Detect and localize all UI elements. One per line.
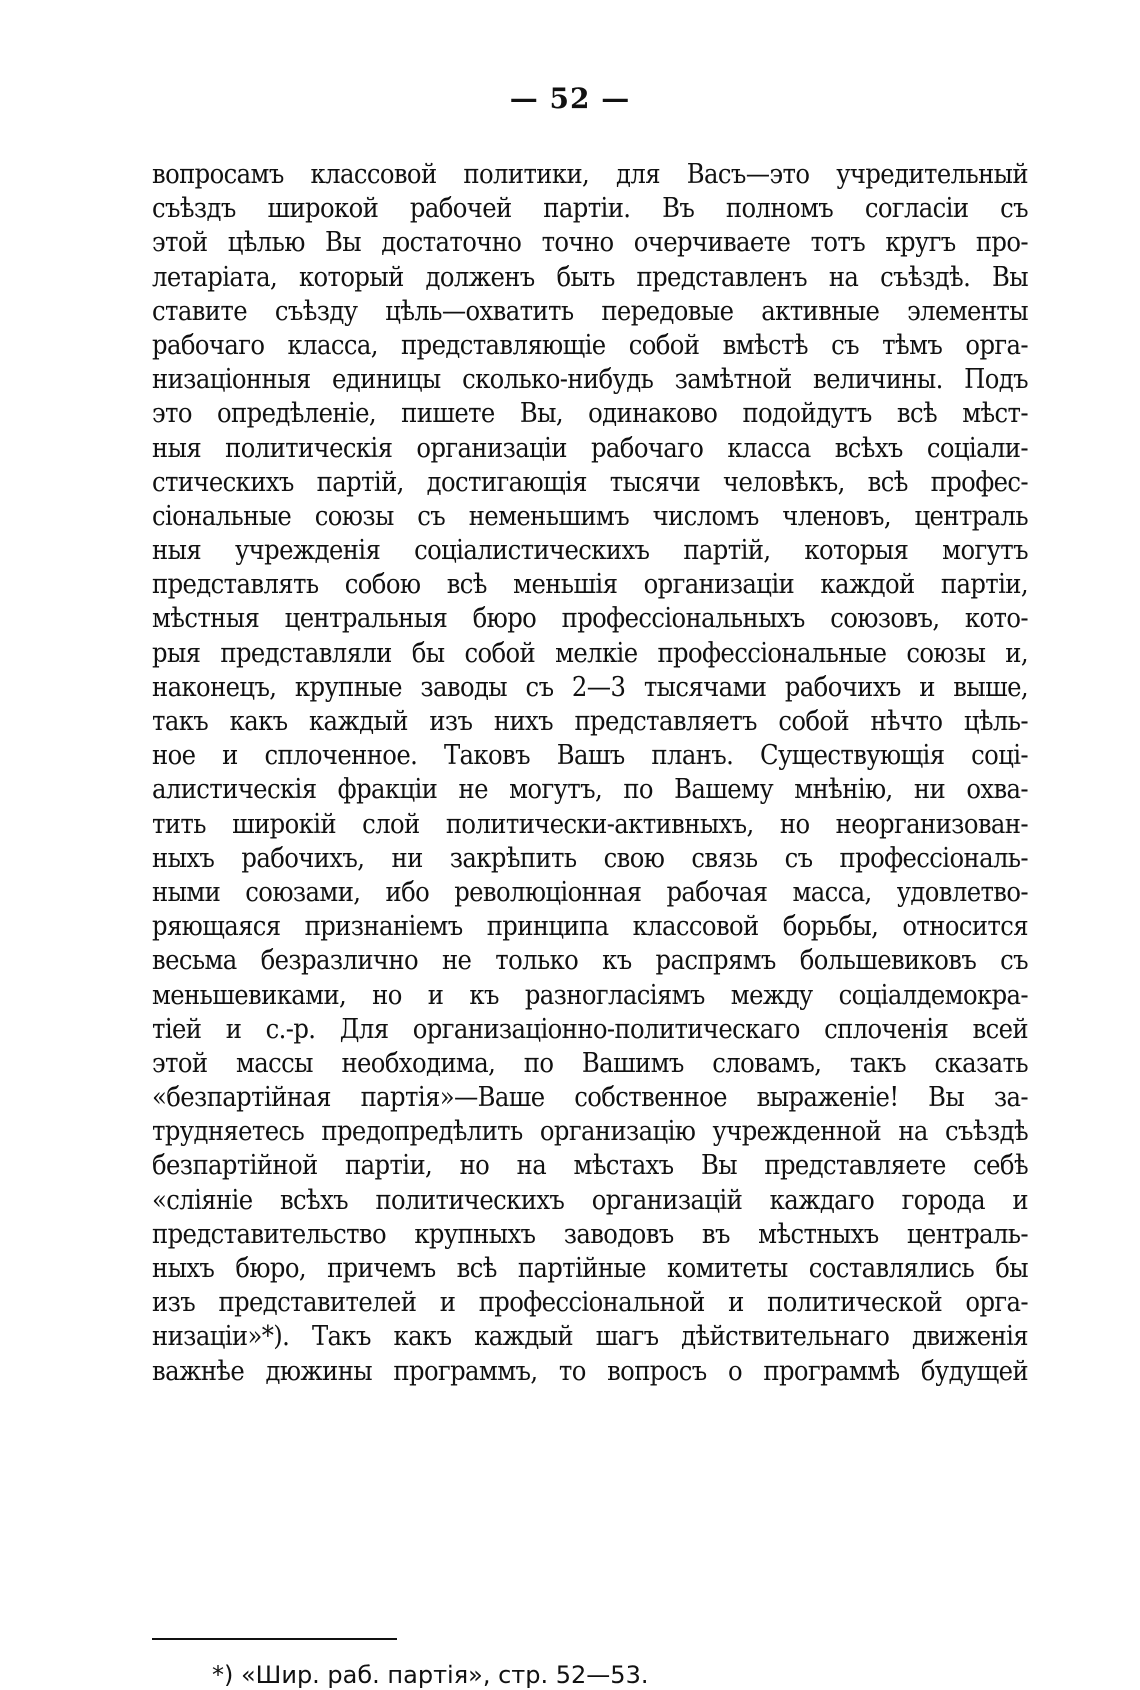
text-line-15: наконецъ, крупные заводы съ 2—3 тысячами рабочихъ и выше, <box>152 671 1028 703</box>
text-line-22: ряющаяся признаніемъ принципа классовой борьбы, относится <box>152 911 1028 943</box>
page-number: — 52 — <box>509 82 631 115</box>
text-line-18: алистическія фракціи не могутъ, по Вашему мнѣнію, ни охва- <box>152 774 1028 806</box>
text-line-17: ное и сплоченное. Таковъ Вашъ планъ. Существующія соці- <box>152 740 1028 772</box>
text-line-30: «сліяніе всѣхъ политическихъ организацій каждаго города и <box>152 1184 1028 1216</box>
text-line-9: стическихъ партій, достигающія тысячи человѣкъ, всѣ профес- <box>152 466 1028 498</box>
text-line-14: рыя представляли бы собой мелкіе профессіональные союзы и, <box>152 637 1028 669</box>
text-line-27: «безпартійная партія»—Ваше собственное выраженіе! Вы за- <box>152 1082 1028 1114</box>
text-line-31: представительство крупныхъ заводовъ въ мѣстныхъ централь- <box>152 1218 1028 1250</box>
text-line-24: меньшевиками, но и къ разногласіямъ между соціалдемокра- <box>152 979 1028 1011</box>
text-line-11: ныя учрежденія соціалистическихъ партій, которыя могутъ <box>152 535 1028 567</box>
text-line-28: трудняетесь предопредѣлить организацію учрежденной на съѣздѣ <box>152 1116 1028 1148</box>
text-line-26: этой массы необходима, по Вашимъ словамъ, такъ сказать <box>152 1047 1028 1079</box>
text-line-16: такъ какъ каждый изъ нихъ представляетъ собой нѣчто цѣль- <box>152 706 1028 737</box>
text-line-13: мѣстныя центральныя бюро профессіональныхъ союзовъ, кото- <box>152 603 1028 635</box>
text-line-12: представлять собою всѣ меньшія организаціи каждой партіи, <box>152 569 1028 601</box>
footnote-divider <box>152 1638 397 1640</box>
text-line-21: ными союзами, ибо революціонная рабочая масса, удовлетво- <box>152 876 1028 908</box>
text-line-7: это опредѣленіе, пишете Вы, одинаково подойдутъ всѣ мѣст- <box>152 398 1028 430</box>
text-line-3: летаріата, который долженъ быть представленъ на съѣздѣ. Вы <box>152 261 1028 293</box>
text-line-23: весьма безразлично не только къ распрямъ большевиковъ съ <box>152 945 1028 977</box>
text-line-6: низаціонныя единицы сколько-нибудь замѣтной величины. Подъ <box>152 364 1028 396</box>
text-line-34: низаціи»*). Такъ какъ каждый шагъ дѣйствительнаго движенія <box>152 1321 1028 1353</box>
text-line-4: ставите съѣзду цѣль—охватить передовые активные элементы <box>152 295 1028 327</box>
text-line-32: ныхъ бюро, причемъ всѣ партійные комитеты составлялись бы <box>152 1253 1028 1284</box>
text-line-33: изъ представителей и профессіональной и политической орга- <box>152 1287 1028 1319</box>
text-line-8: ныя политическія организаціи рабочаго класса всѣхъ соціали- <box>152 432 1028 464</box>
text-line-20: ныхъ рабочихъ, ни закрѣпить свою связь съ профессіональ- <box>152 842 1028 874</box>
text-line-1b: съѣздъ широкой рабочей партіи. Въ полномъ согласіи съ <box>152 193 1028 225</box>
text-line-25: тіей и с.-р. Для организаціонно-политическаго сплоченія всей <box>152 1013 1028 1045</box>
text-line-19: тить широкій слой политически-активныхъ, но неорганизован- <box>152 808 1028 840</box>
text-line-35: важнѣе дюжины программъ, то вопросъ о программѣ будущей <box>152 1355 1028 1387</box>
footnote: *) «Шир. раб. партія», стр. 52—53. <box>212 1661 649 1689</box>
line-1-part-a: вопросамъ классовой политики, для Васъ—это учредительный <box>152 159 1028 190</box>
text-line-5: рабочаго класса, представляющіе собой вмѣстѣ съ тѣмъ орга- <box>152 329 1028 361</box>
text-line-10: сіональные союзы съ неменьшимъ числомъ членовъ, централь <box>152 500 1028 532</box>
text-line-29: безпартійной партіи, но на мѣстахъ Вы представляете себѣ <box>152 1150 1028 1182</box>
body-text <box>152 158 1028 1389</box>
text-line-1 <box>152 158 1028 192</box>
text-line-2: этой цѣлью Вы достаточно точно очерчиваете тотъ кругъ про- <box>152 227 1028 259</box>
